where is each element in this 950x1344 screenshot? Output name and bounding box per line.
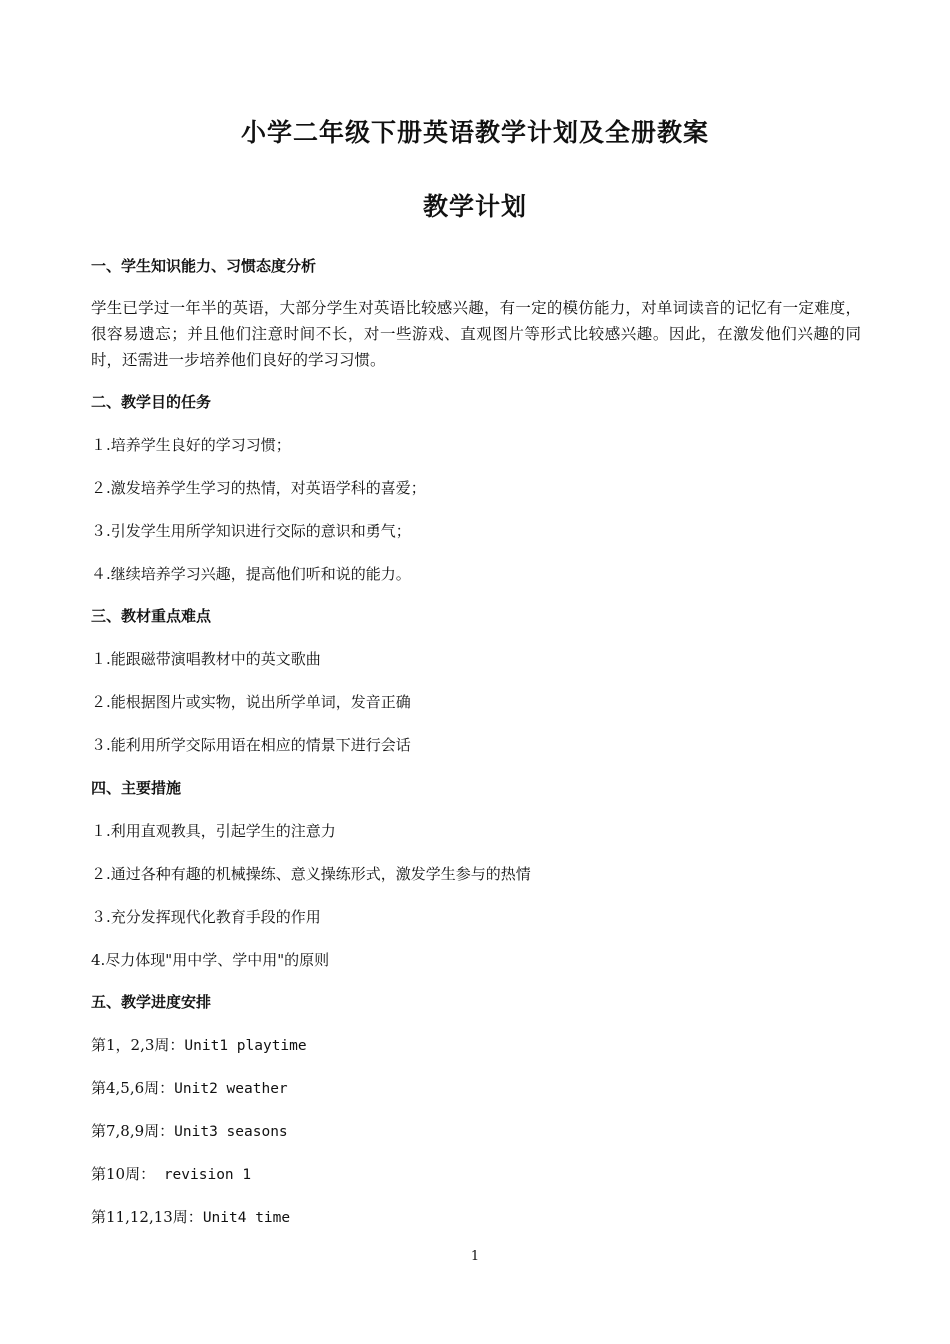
schedule-unit: Unit2 weather xyxy=(174,1081,288,1097)
schedule-week: 第11,12,13周： xyxy=(91,1208,203,1226)
schedule-unit: revision 1 xyxy=(155,1167,252,1183)
section-heading-goals: 二、教学目的任务 xyxy=(91,393,212,411)
measure-item-3: ３.充分发挥现代化教育手段的作用 xyxy=(91,908,321,926)
page-number: 1 xyxy=(470,1249,480,1264)
goal-item-4: ４.继续培养学习兴趣，提高他们听和说的能力。 xyxy=(91,565,411,583)
document-title: 小学二年级下册英语教学计划及全册教案 xyxy=(240,118,709,147)
key-point-item-1: １.能跟磁带演唱教材中的英文歌曲 xyxy=(91,650,321,668)
goal-item-1: １.培养学生良好的学习习惯； xyxy=(91,436,291,454)
schedule-week: 第10周： xyxy=(91,1165,156,1183)
key-point-item-2: ２.能根据图片或实物，说出所学单词，发音正确 xyxy=(91,693,411,711)
section-heading-key-points: 三、教材重点难点 xyxy=(91,607,212,625)
schedule-row xyxy=(91,1036,307,1055)
section-heading-schedule: 五、教学进度安排 xyxy=(91,993,212,1011)
measure-item-4: 4.尽力体现"用中学、学中用"的原则 xyxy=(91,951,330,969)
schedule-row xyxy=(91,1079,288,1098)
goal-item-2: ２.激发培养学生学习的热情，对英语学科的喜爱； xyxy=(91,479,426,497)
key-point-item-3: ３.能利用所学交际用语在相应的情景下进行会话 xyxy=(91,736,411,754)
schedule-week: 第7,8,9周： xyxy=(91,1122,175,1140)
schedule-unit: Unit1 playtime xyxy=(184,1038,307,1054)
schedule-week: 第4,5,6周： xyxy=(91,1079,175,1097)
schedule-row xyxy=(91,1208,290,1227)
schedule-week: 第1，2,3周： xyxy=(91,1036,185,1054)
schedule-unit: Unit3 seasons xyxy=(174,1124,288,1140)
measure-item-1: １.利用直观教具，引起学生的注意力 xyxy=(91,822,336,840)
schedule-row xyxy=(91,1122,288,1141)
section-heading-measures: 四、主要措施 xyxy=(91,779,182,797)
measure-item-2: ２.通过各种有趣的机械操练、意义操练形式，激发学生参与的热情 xyxy=(91,865,531,883)
analysis-paragraph: 学生已学过一年半的英语，大部分学生对英语比较感兴趣，有一定的模仿能力，对单词读音的记忆有一定难度，很容易遗忘；并且他们注意时间不长，对一些游戏、直观图片等形式比较感兴趣。因此，在激发他们兴趣的同时，还需进一步培养他们良好的学习习惯。 xyxy=(91,299,861,369)
document-subtitle: 教学计划 xyxy=(422,192,527,221)
goal-item-3: ３.引发学生用所学知识进行交际的意识和勇气； xyxy=(91,522,411,540)
section-heading-analysis: 一、学生知识能力、习惯态度分析 xyxy=(91,257,317,275)
schedule-unit: Unit4 time xyxy=(202,1210,291,1226)
schedule-row xyxy=(91,1165,251,1184)
